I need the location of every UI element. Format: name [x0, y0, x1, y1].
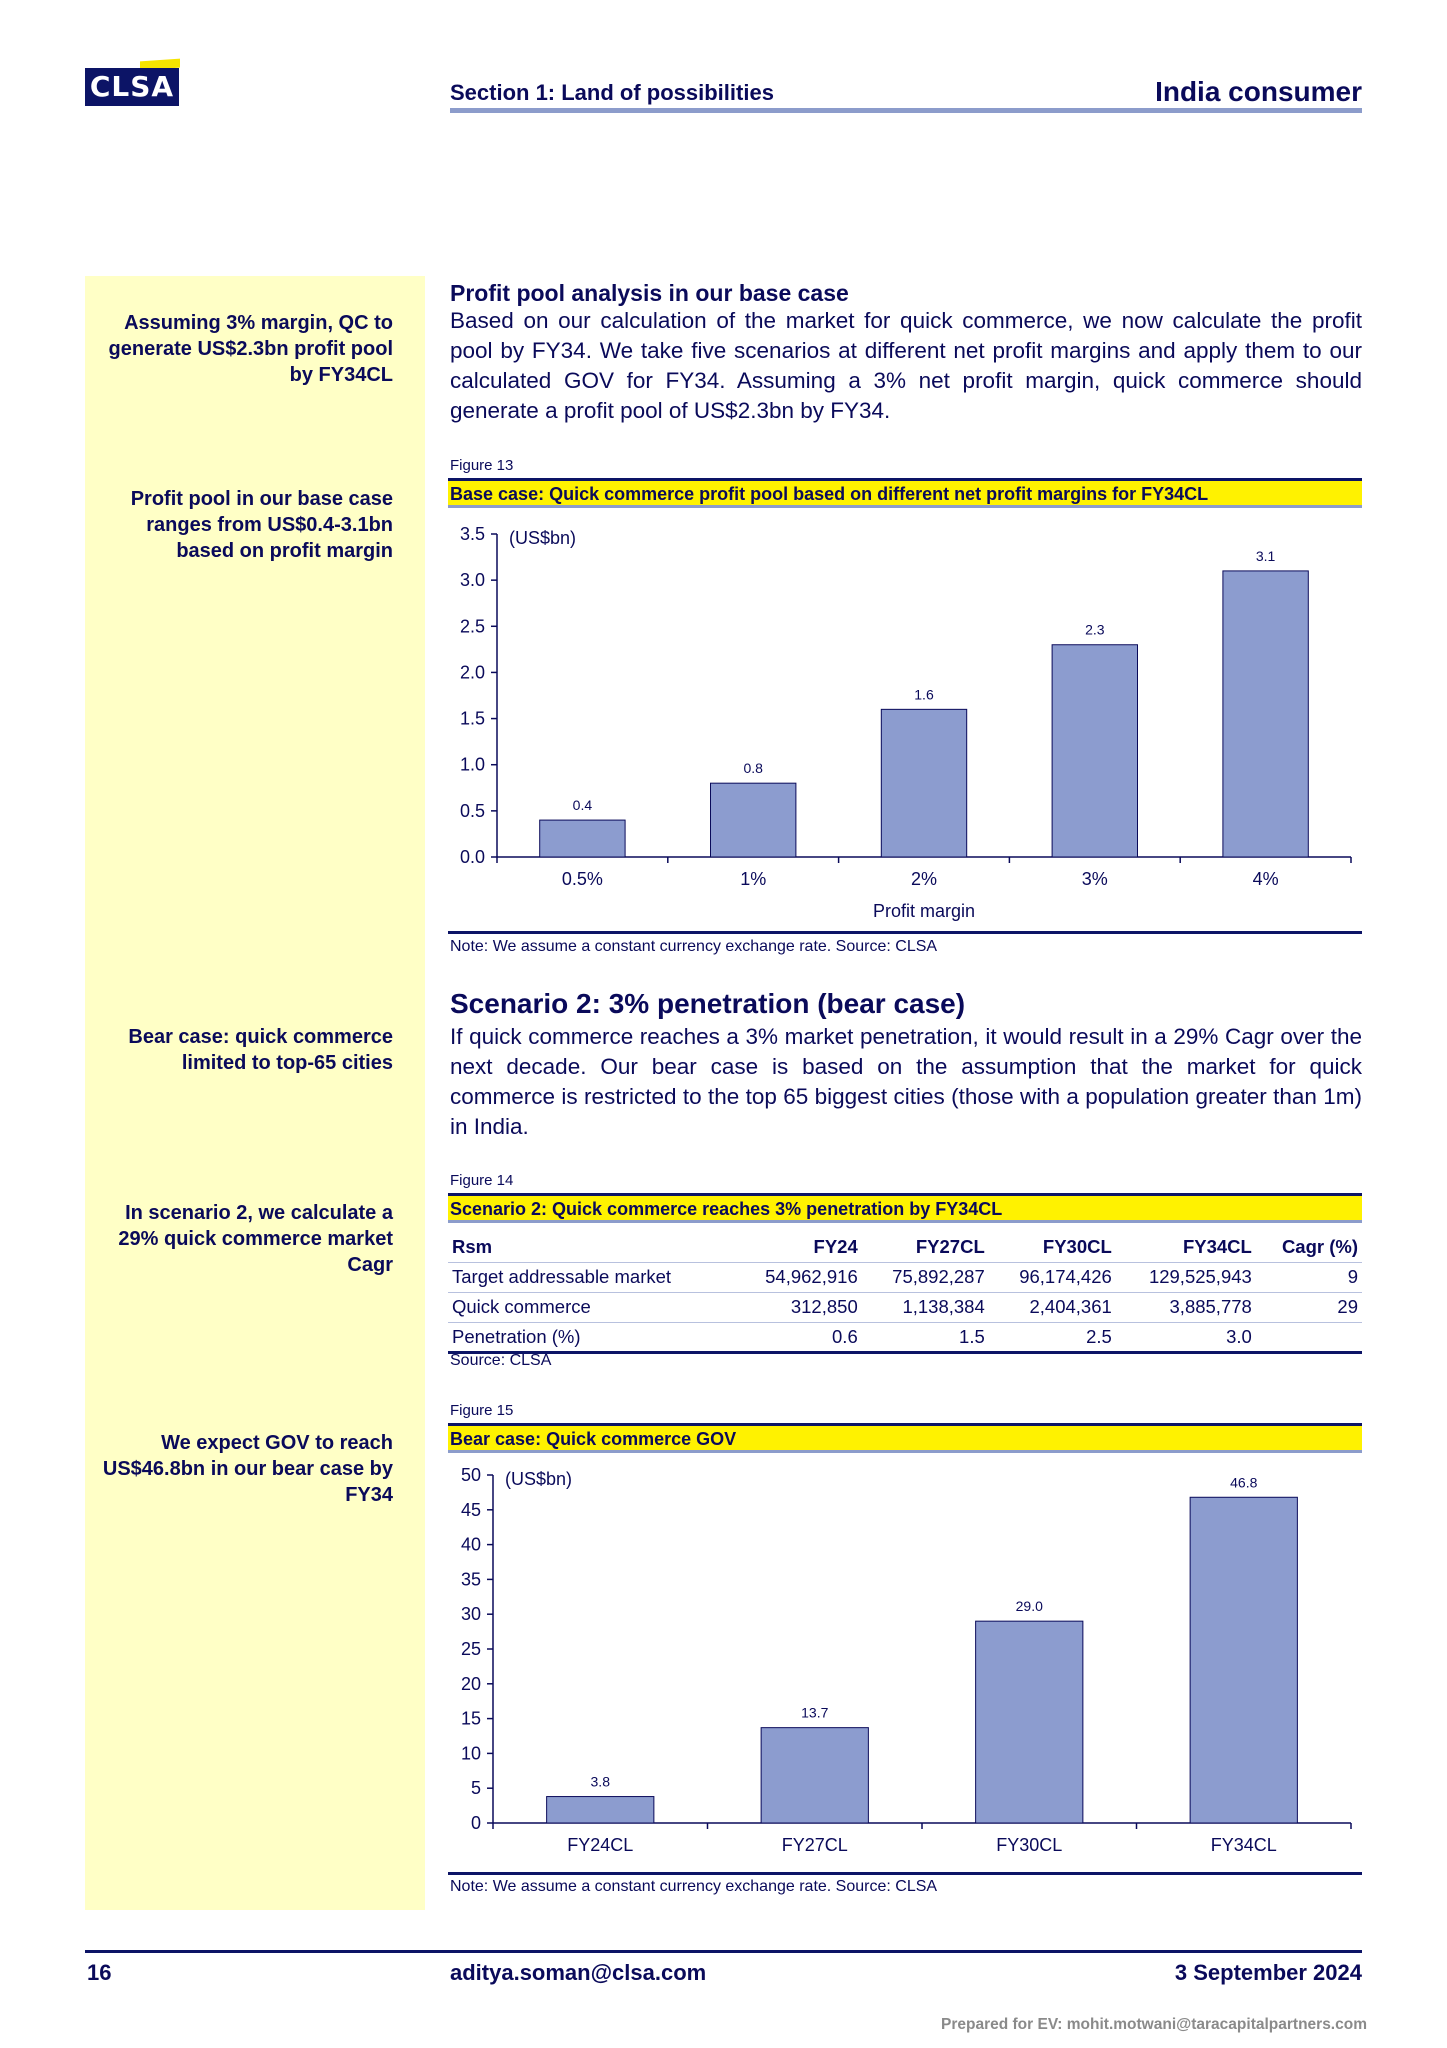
y-tick-label: 1.5 [459, 708, 485, 729]
figure-bottom-rule [448, 1872, 1362, 1875]
table-cell: 3,885,778 [1169, 1296, 1252, 1317]
bar [711, 783, 796, 857]
table-cell: 96,174,426 [1019, 1266, 1112, 1287]
y-tick-label: 3.5 [459, 524, 485, 544]
y-tick-label: 1.0 [459, 754, 485, 775]
y-tick-label: 10 [460, 1743, 481, 1764]
x-axis-title: Profit margin [872, 901, 976, 921]
data-label: 3.1 [1255, 547, 1276, 564]
y-tick-label: 50 [460, 1465, 481, 1485]
y-tick-label: 2.5 [459, 616, 485, 637]
figure-title: Base case: Quick commerce profit pool based on different net profit margins for FY34CL [450, 484, 1209, 504]
table-cell: 2.5 [1086, 1325, 1112, 1347]
table-cell: Penetration (%) [452, 1325, 581, 1347]
y-tick-label: 30 [460, 1604, 481, 1625]
table-cell: 9 [1347, 1266, 1358, 1287]
table-cell: 75,892,287 [892, 1266, 985, 1287]
table-cell: 54,962,916 [765, 1266, 858, 1287]
figure-label: Figure 15 [450, 1402, 514, 1419]
section-heading: Profit pool analysis in our base case [450, 280, 849, 306]
figure-bottom-rule [448, 931, 1362, 934]
gov-chart-svg [448, 1457, 1362, 1871]
gov-chart [448, 1457, 1362, 1871]
figure-title-bar [448, 478, 1362, 508]
table-column-header: FY34CL [1182, 1235, 1252, 1257]
sidebar-note: Bear case: quick commerce limited to top-65 cities [128, 1026, 393, 1074]
data-label: 2.3 [1085, 621, 1105, 638]
y-tick-label: 15 [460, 1708, 481, 1729]
y-tick-label: 20 [460, 1673, 481, 1694]
table-cell: 129,525,943 [1148, 1266, 1252, 1287]
data-label: 0.4 [572, 797, 593, 814]
author-email[interactable]: aditya.soman@clsa.com [450, 1960, 707, 1985]
table-row [448, 1292, 1362, 1322]
x-tick-label: FY24CL [567, 1835, 634, 1855]
sidebar-note: In scenario 2, we calculate a 29% quick commerce market Cagr [118, 1202, 393, 1276]
bar [761, 1728, 868, 1823]
y-tick-label: 25 [460, 1639, 481, 1659]
section-heading: Scenario 2: 3% penetration (bear case) [450, 988, 966, 1019]
body-paragraph: If quick commerce reaches a 3% market penetration, it would result in a 29% Cagr over the next decade. Our bear case is based on the assumption that the market for quick commerce is restricted to the top 65 biggest cities (those with a population greater than 1m) in India. [450, 1024, 1362, 1139]
bar [976, 1621, 1083, 1823]
table-column-header: FY27CL [915, 1235, 985, 1257]
table-column-header: Rsm [452, 1235, 493, 1257]
x-tick-label: 4% [1252, 869, 1279, 889]
x-tick-label: 1% [740, 869, 767, 889]
y-tick-label: 5 [470, 1778, 481, 1799]
table-cell: Target addressable market [452, 1266, 672, 1287]
figure-note: Note: We assume a constant currency exchange rate. Source: CLSA [450, 1878, 938, 1895]
data-label: 29.0 [1015, 1598, 1043, 1615]
table-cell: 3.0 [1226, 1325, 1252, 1347]
figure-label: Figure 13 [450, 457, 514, 474]
x-tick-label: FY30CL [996, 1835, 1063, 1855]
figure-title: Bear case: Quick commerce GOV [450, 1429, 737, 1449]
data-label: 46.8 [1230, 1474, 1258, 1491]
y-tick-label: 40 [460, 1534, 481, 1555]
y-tick-label: 2.0 [459, 662, 485, 683]
figure-note: Note: We assume a constant currency exchange rate. Source: CLSA [450, 938, 938, 955]
bar [881, 709, 966, 857]
table-header-row [448, 1232, 1362, 1262]
sidebar-note: Profit pool in our base case ranges from US$0.4-3.1bn based on profit margin [130, 488, 393, 562]
profit-pool-chart [448, 512, 1362, 930]
y-tick-label: 0.0 [459, 847, 485, 867]
clsa-logo: CLSA [85, 68, 179, 106]
data-label: 0.8 [743, 760, 763, 777]
sidebar-note: Assuming 3% margin, QC to generate US$2.3bn profit pool by FY34CL [108, 312, 393, 386]
footer-rule [85, 1950, 1362, 1953]
sidebar-note: We expect GOV to reach US$46.8bn in our bear case by FY34 [102, 1432, 393, 1506]
table-column-header: Cagr (%) [1281, 1235, 1358, 1257]
profit-pool-chart-svg [448, 512, 1362, 930]
x-tick-label: 3% [1081, 869, 1108, 889]
section-header: Section 1: Land of possibilities [450, 80, 774, 105]
bar [540, 820, 625, 857]
page-number: 16 [87, 1960, 112, 1985]
x-tick-label: FY34CL [1210, 1835, 1277, 1855]
data-label: 3.8 [590, 1773, 610, 1790]
table-cell: 1.5 [959, 1325, 985, 1347]
bar [1190, 1497, 1297, 1823]
table-cell [1256, 1322, 1362, 1352]
figure-label: Figure 14 [450, 1172, 514, 1189]
prepared-for: Prepared for EV: mohit.motwani@taracapitalpartners.com [941, 2016, 1367, 2033]
table-cell: Quick commerce [452, 1296, 591, 1317]
table-cell: 1,138,384 [902, 1296, 985, 1317]
penetration-table [448, 1232, 1362, 1354]
header-rule [450, 108, 1362, 113]
figure-source: Source: CLSA [450, 1352, 552, 1369]
bar [1223, 571, 1308, 857]
bar [1052, 645, 1137, 857]
x-tick-label: 0.5% [561, 869, 603, 889]
unit-label: (US$bn) [505, 1469, 573, 1489]
y-tick-label: 45 [460, 1499, 481, 1520]
figure-title-bar [448, 1423, 1362, 1453]
report-title: India consumer [1155, 76, 1362, 107]
table-cell: 0.6 [832, 1325, 858, 1347]
body-paragraph: Based on our calculation of the market for quick commerce, we now calculate the profit pool by FY34. We take five scenarios at different net profit margins and apply them to our calculated GOV for FY34. Assuming a 3% net profit margin, quick commerce should generate a profit pool of US$2.3bn by FY34. [450, 308, 1362, 423]
table-row [448, 1262, 1362, 1292]
table-column-header: FY24 [813, 1235, 858, 1257]
table-cell: 312,850 [790, 1296, 858, 1317]
y-tick-label: 0 [470, 1813, 481, 1833]
bar [547, 1797, 654, 1823]
table-cell: 2,404,361 [1029, 1296, 1112, 1317]
data-label: 13.7 [801, 1704, 829, 1721]
figure-title-bar [448, 1193, 1362, 1223]
publish-date: 3 September 2024 [1174, 1960, 1362, 1985]
y-tick-label: 0.5 [459, 800, 485, 821]
table-cell: 29 [1337, 1296, 1358, 1317]
y-tick-label: 35 [460, 1569, 481, 1590]
x-tick-label: 2% [910, 869, 938, 889]
x-tick-label: FY27CL [781, 1835, 848, 1855]
figure-title: Scenario 2: Quick commerce reaches 3% penetration by FY34CL [450, 1199, 1003, 1219]
table-column-header: FY30CL [1042, 1235, 1112, 1257]
data-label: 1.6 [914, 686, 934, 703]
unit-label: (US$bn) [509, 528, 577, 548]
table-row [448, 1322, 1362, 1352]
y-tick-label: 3.0 [459, 570, 485, 591]
